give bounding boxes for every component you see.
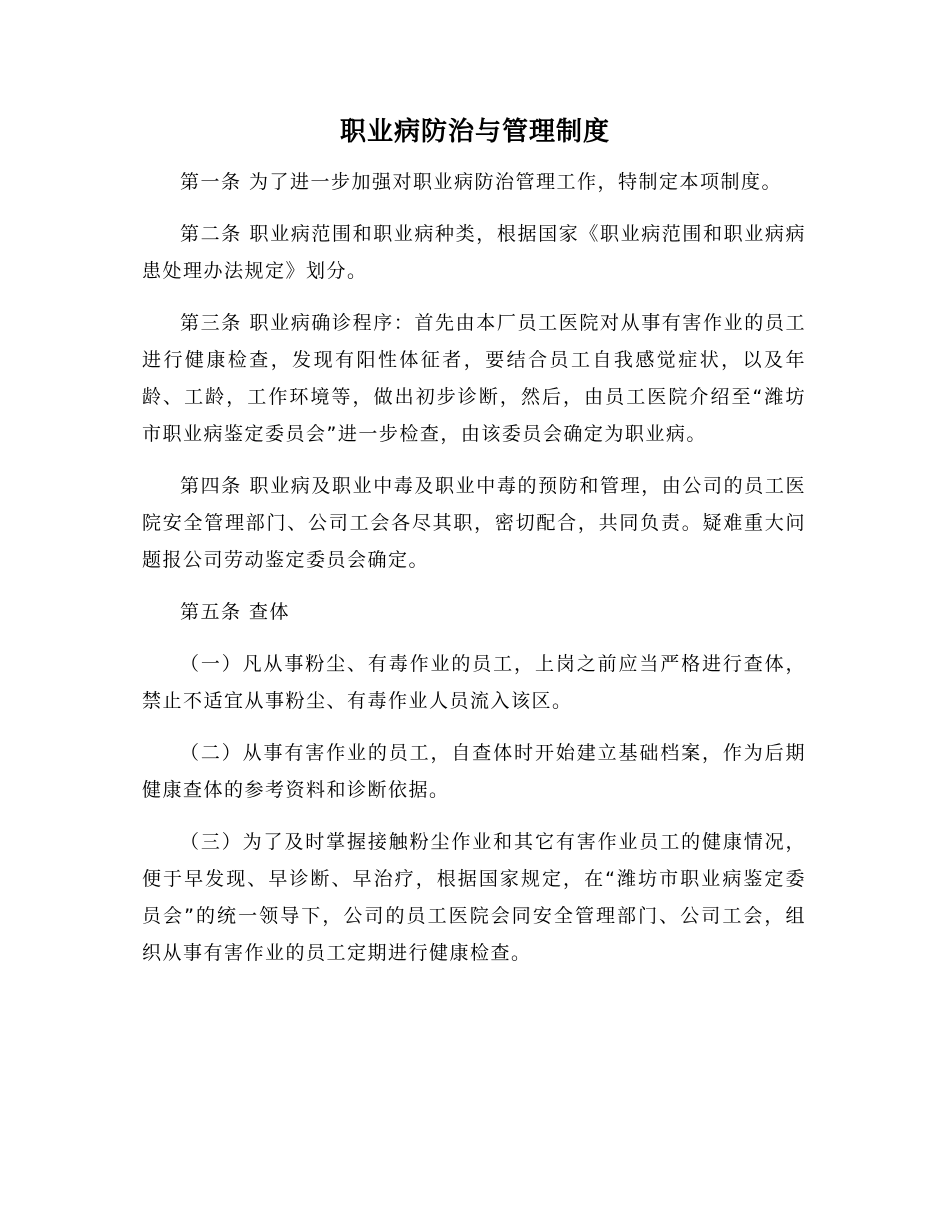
article-4: 第四条 职业病及职业中毒及职业中毒的预防和管理，由公司的员工医院安全管理部门、公司工会各尽其职，密切配合，共同负责。疑难重大问题报公司劳动鉴定委员会确定。 [142, 475, 806, 571]
document-title: 职业病防治与管理制度 [339, 117, 610, 147]
article-3: 第三条 职业病确诊程序：首先由本厂员工医院对从事有害作业的员工进行健康检查，发现有阳性体征者，要结合员工自我感觉症状，以及年龄、工龄，工作环境等，做出初步诊断，然后，由员工医院介绍至“潍坊市职业病鉴定委员会”进一步检查，由该委员会确定为职业病。 [142, 312, 806, 445]
document-body [142, 164, 806, 987]
article-5-item-3: （三）为了及时掌握接触粉尘作业和其它有害作业员工的健康情况，便于早发现、早诊断、早治疗，根据国家规定，在“潍坊市职业病鉴定委员会”的统一领导下，公司的员工医院会同安全管理部门、公司工会，组织从事有害作业的员工定期进行健康检查。 [142, 831, 806, 964]
article-1: 第一条 为了进一步加强对职业病防治管理工作，特制定本项制度。 [180, 171, 783, 193]
article-2: 第二条 职业病范围和职业病种类，根据国家《职业病范围和职业病病患处理办法规定》划分。 [142, 223, 806, 282]
article-5-item-2: （二）从事有害作业的员工，自查体时开始建立基础档案，作为后期健康查体的参考资料和诊断依据。 [142, 742, 806, 801]
article-5-heading: 第五条 查体 [180, 601, 291, 623]
article-5-item-1: （一）凡从事粉尘、有毒作业的员工，上岗之前应当严格进行查体，禁止不适宜从事粉尘、有毒作业人员流入该区。 [142, 653, 806, 712]
